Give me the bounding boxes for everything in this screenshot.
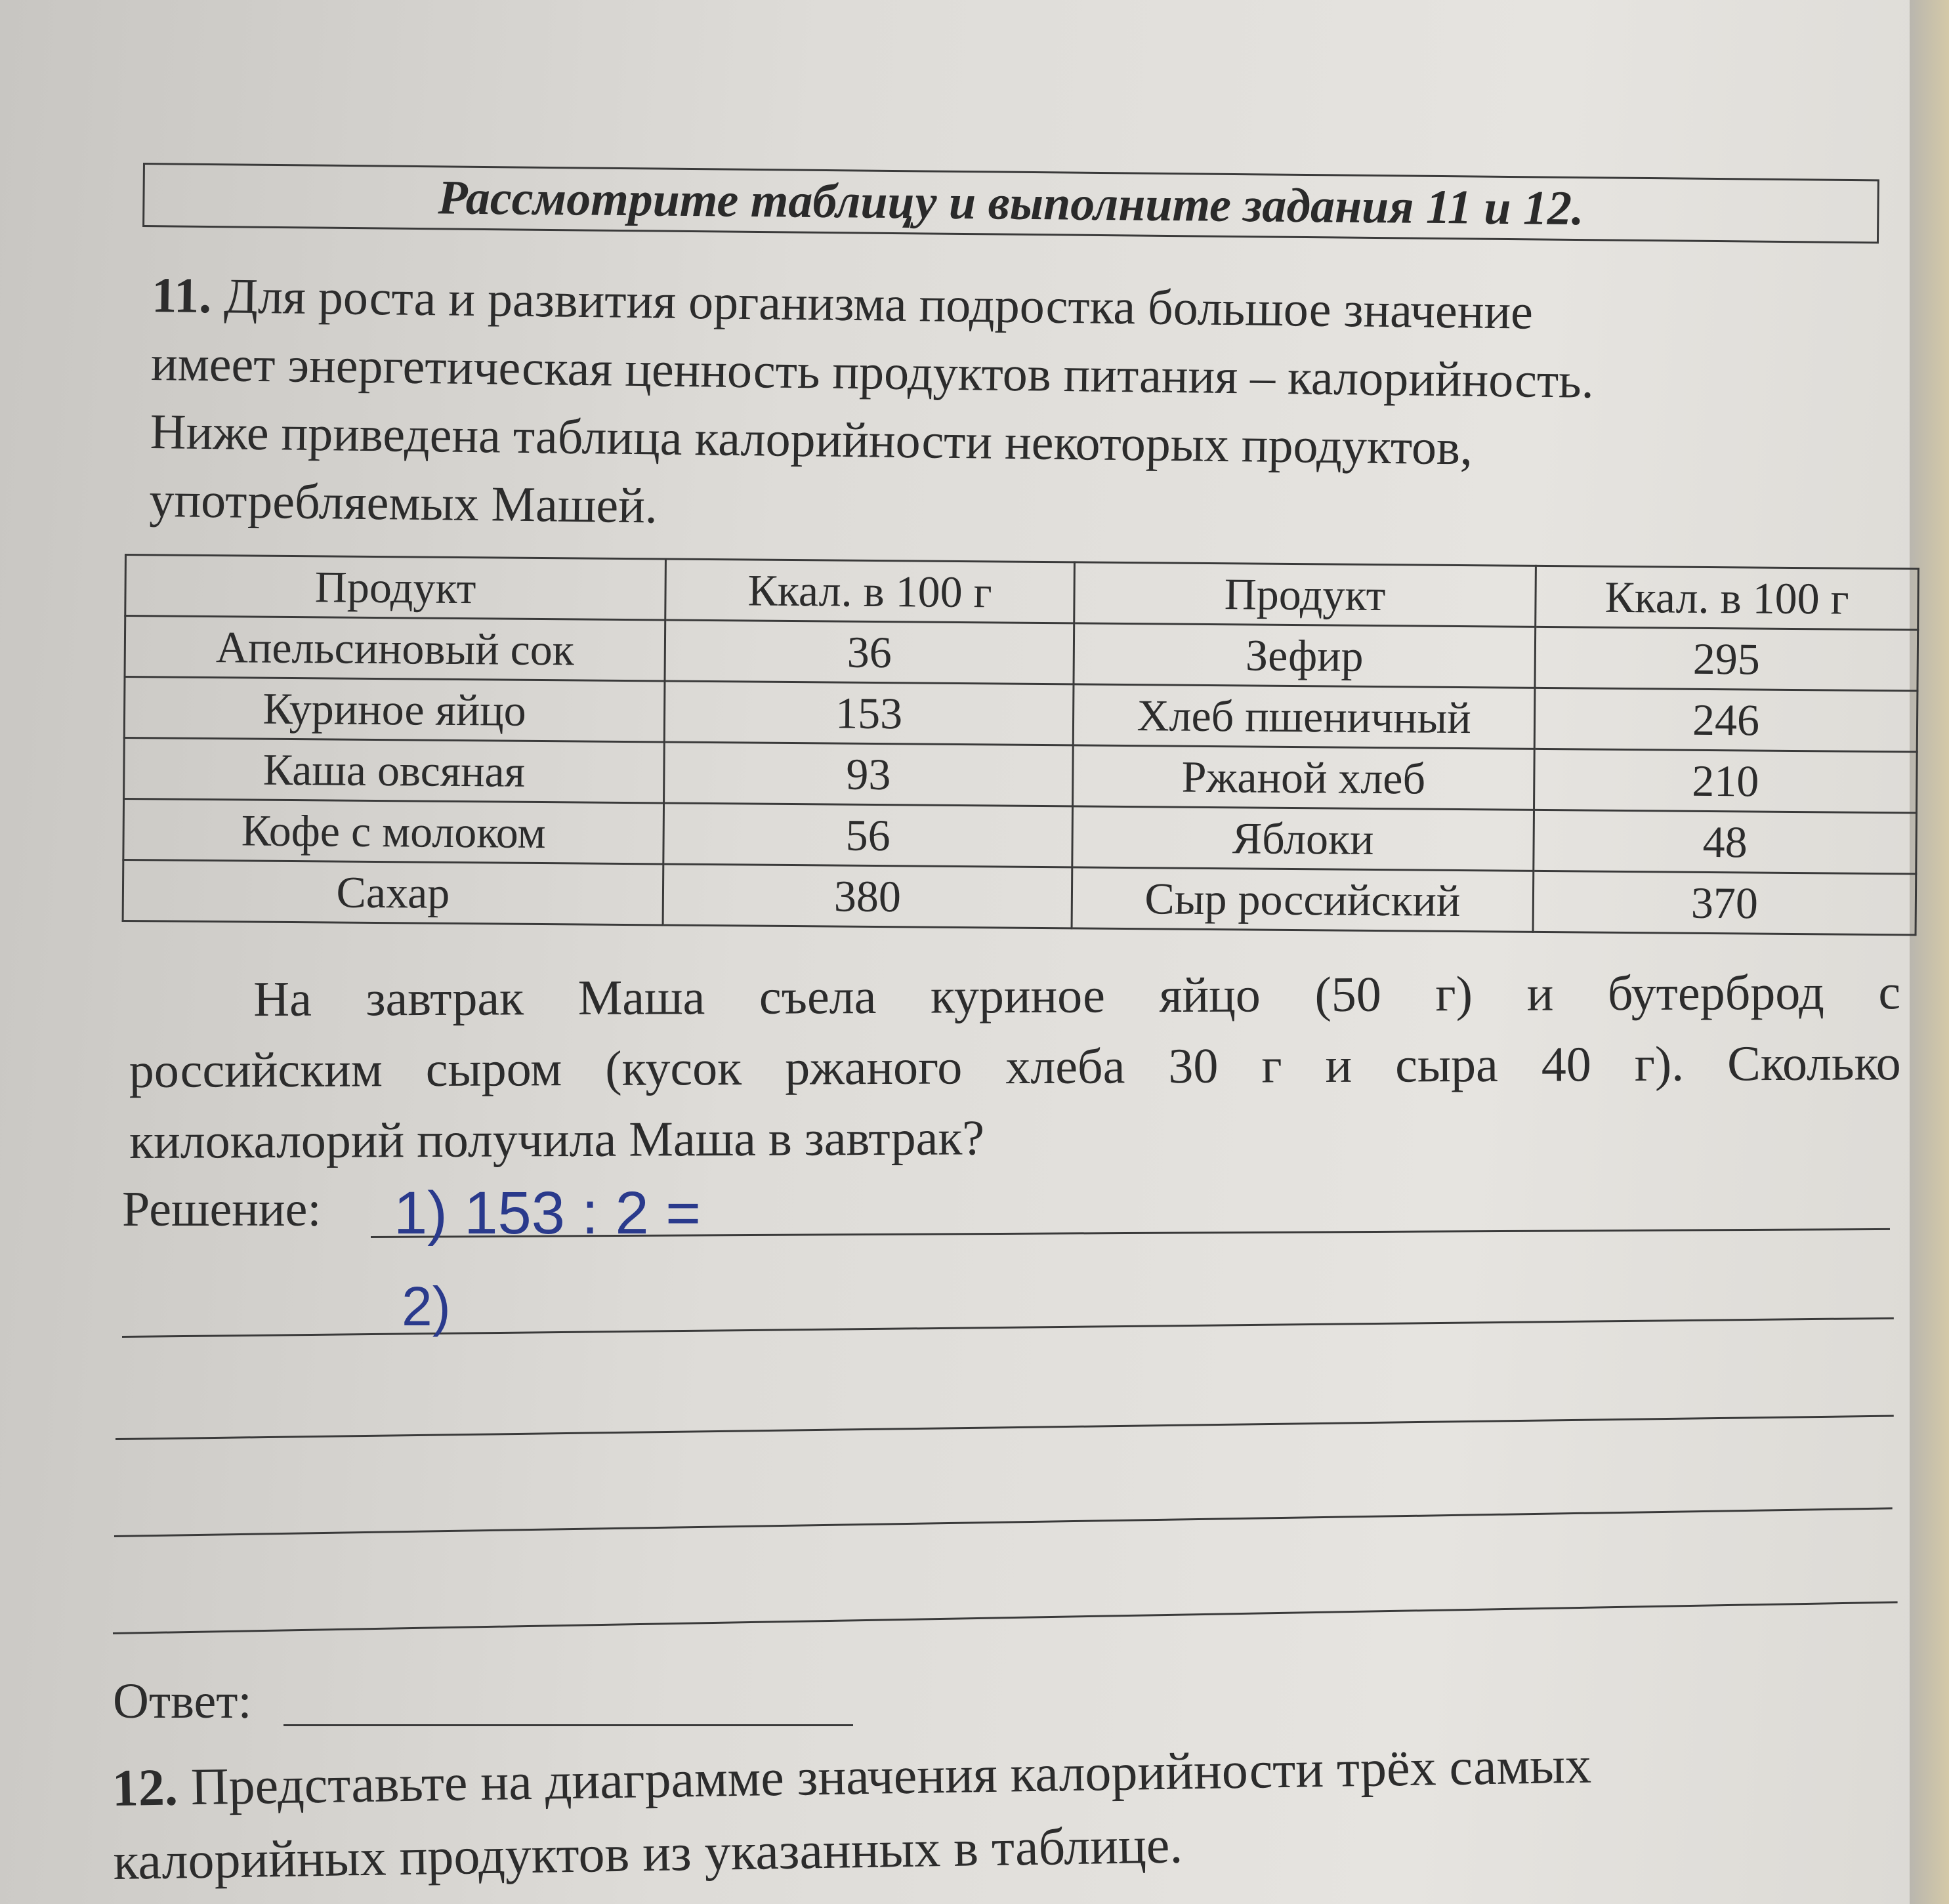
word: и: [1325, 1037, 1352, 1094]
answer-label: Ответ:: [113, 1674, 252, 1729]
question-line-1: [129, 957, 1900, 1035]
word: ржаного: [784, 1039, 963, 1096]
word: (кусок: [605, 1040, 742, 1096]
table-cell: 370: [1533, 871, 1916, 935]
table-cell: Сыр российский: [1072, 867, 1534, 932]
task-11-number: 11.: [151, 267, 212, 324]
word: российским: [129, 1042, 383, 1098]
word: куриное: [930, 968, 1106, 1024]
handwritten-solution: [367, 1168, 761, 1384]
question-line-3: килокалорий получила Маша в завтрак?: [129, 1110, 985, 1169]
question-line-2: [129, 1027, 1900, 1106]
task-11-line-2: имеет энергетическая ценность продуктов питания – калорийность.: [150, 335, 1595, 409]
table-cell: Куриное яйцо: [124, 677, 665, 742]
word: 30: [1168, 1038, 1219, 1094]
calorie-table: [122, 554, 1919, 936]
table-cell: 48: [1534, 810, 1917, 874]
task-11-text-1: Для роста и развития организма подростка большое значение: [223, 268, 1534, 340]
table-cell: Яблоки: [1072, 806, 1534, 871]
word: бутерброд: [1607, 964, 1824, 1022]
word: г: [1261, 1038, 1282, 1094]
table-cell: Ржаной хлеб: [1073, 745, 1535, 810]
word: Маша: [577, 970, 705, 1026]
header-kcal-1: Ккал. в 100 г: [665, 559, 1075, 623]
table-cell: Каша овсяная: [124, 738, 665, 803]
instruction-title: Рассмотрите таблицу и выполните задания 11 и 12.: [438, 170, 1584, 236]
page-edge: [1910, 0, 1949, 1904]
answer-input-line[interactable]: [283, 1724, 853, 1726]
word: На: [253, 971, 312, 1027]
word: (50: [1314, 966, 1381, 1023]
table-cell: 36: [665, 620, 1074, 684]
header-kcal-2: Ккал. в 100 г: [1536, 566, 1919, 630]
table-cell: 56: [663, 803, 1073, 867]
solution-label: Решение:: [122, 1182, 322, 1237]
task-12-text-1: Представьте на диаграмме значения калорийности трёх самых: [190, 1736, 1592, 1817]
header-product-2: Продукт: [1074, 562, 1536, 627]
table-cell: 295: [1535, 627, 1918, 691]
word: г): [1435, 966, 1473, 1022]
task-12-line-2: калорийных продуктов из указанных в таблице.: [112, 1816, 1183, 1891]
task-12-number: 12.: [112, 1758, 178, 1817]
word: завтрак: [366, 970, 524, 1027]
word: с: [1878, 964, 1901, 1020]
calorie-table-wrap: [122, 554, 1919, 936]
word: Сколько: [1727, 1035, 1901, 1092]
table-cell: 210: [1534, 749, 1918, 813]
word: 40: [1541, 1037, 1591, 1092]
breakfast-question: [129, 957, 1901, 1177]
word: хлеба: [1005, 1039, 1125, 1095]
table-cell: Сахар: [123, 859, 663, 924]
table-cell: Апельсиновый сок: [125, 616, 665, 681]
header-product-1: Продукт: [125, 555, 666, 620]
word: яйцо: [1159, 967, 1261, 1024]
table-cell: 246: [1534, 688, 1918, 752]
table-cell: 153: [664, 681, 1074, 745]
table-cell: Хлеб пшеничный: [1073, 684, 1535, 749]
word: и: [1526, 966, 1554, 1022]
table-cell: Кофе с молоком: [123, 799, 664, 864]
task-12: [112, 1724, 1885, 1899]
task-11: [149, 261, 1832, 554]
word: сыра: [1395, 1037, 1498, 1093]
table-cell: 380: [663, 864, 1072, 928]
task-11-line-4: употребляемых Машей.: [149, 472, 658, 534]
handwritten-step-2: 2): [402, 1275, 451, 1337]
handwritten-step-1: 1) 153 : 2 =: [394, 1180, 701, 1247]
word: сыром: [425, 1041, 562, 1098]
task-11-line-3: Ниже приведена таблица калорийности некоторых продуктов,: [150, 404, 1473, 476]
table-cell: 93: [664, 742, 1074, 806]
table-cell: Зефир: [1074, 623, 1536, 688]
word: съела: [759, 969, 877, 1025]
word: г).: [1634, 1036, 1685, 1092]
